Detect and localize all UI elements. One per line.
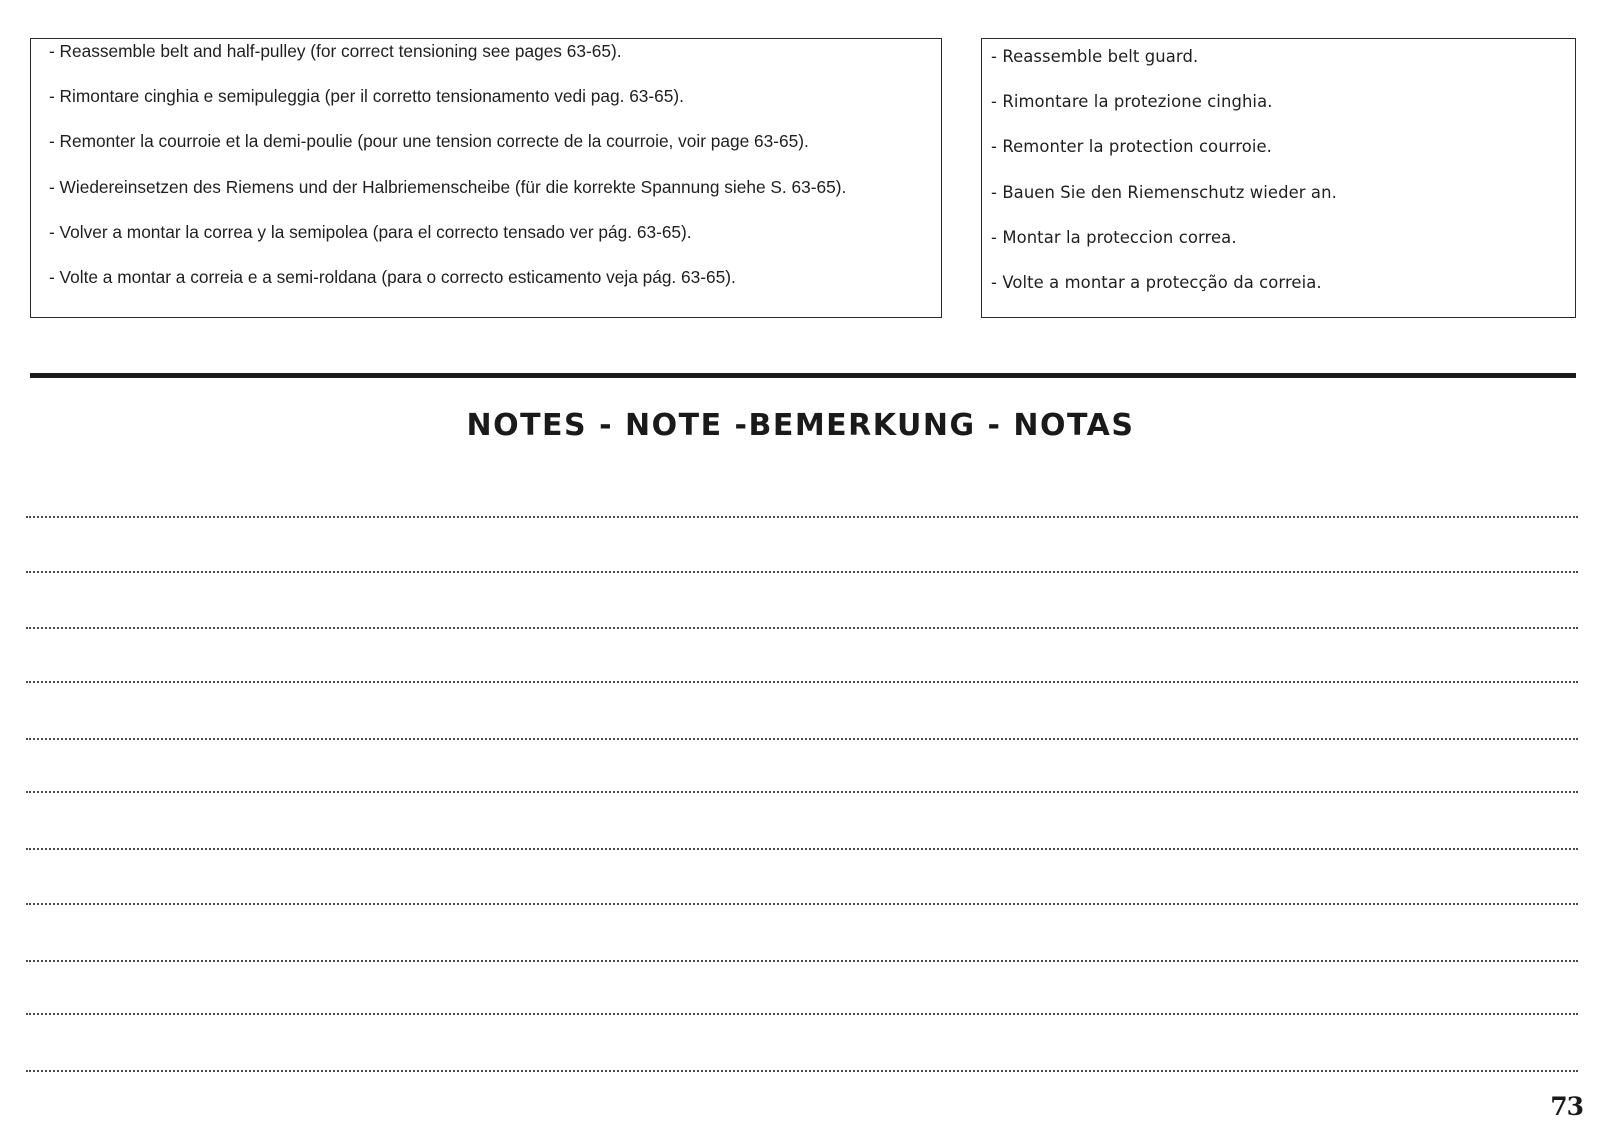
dotted-note-line [26, 627, 1578, 629]
guard-line-it: - Rimontare la protezione cinghia. [991, 92, 1273, 112]
dotted-note-line [26, 681, 1578, 683]
guard-line-es: - Montar la proteccion correa. [991, 227, 1237, 247]
instruction-line-fr: - Remonter la courroie et la demi-poulie (pour une tension correcte de la courroie, voir page 63-65). [49, 131, 809, 152]
dotted-note-line [26, 903, 1578, 905]
instruction-line-en: - Reassemble belt and half-pulley (for correct tensioning see pages 63-65). [49, 41, 622, 61]
instruction-line-de: - Wiedereinsetzen des Riemens und der Halbriemenscheibe (für die korrekte Spannung siehe S. 63-65). [49, 176, 847, 197]
dotted-note-line [26, 1070, 1578, 1072]
notes-heading: NOTES - NOTE -BEMERKUNG - NOTAS [466, 408, 1135, 443]
dotted-note-line [26, 791, 1578, 793]
guard-line-pt: - Volte a montar a protecção da correia. [991, 272, 1322, 292]
notes-writing-area [26, 0, 1578, 1128]
page-number: 73 [1550, 1092, 1583, 1121]
dotted-note-line [26, 848, 1578, 850]
guard-line-en: - Reassemble belt guard. [991, 47, 1199, 66]
dotted-note-line [26, 960, 1578, 962]
guard-line-fr: - Remonter la protection courroie. [991, 137, 1272, 157]
dotted-note-line [26, 516, 1578, 518]
dotted-note-line [26, 571, 1578, 573]
instruction-line-it: - Rimontare cinghia e semipuleggia (per il corretto tensionamento vedi pag. 63-65). [49, 86, 684, 107]
dotted-note-line [26, 1013, 1578, 1015]
guard-line-de: - Bauen Sie den Riemenschutz wieder an. [991, 182, 1337, 202]
dotted-note-line [26, 738, 1578, 740]
instruction-line-pt: - Volte a montar a correia e a semi-roldana (para o correcto esticamento veja pág. 63-65). [49, 266, 736, 287]
instruction-line-es: - Volver a montar la correa y la semipolea (para el correcto tensado ver pág. 63-65). [49, 221, 692, 242]
